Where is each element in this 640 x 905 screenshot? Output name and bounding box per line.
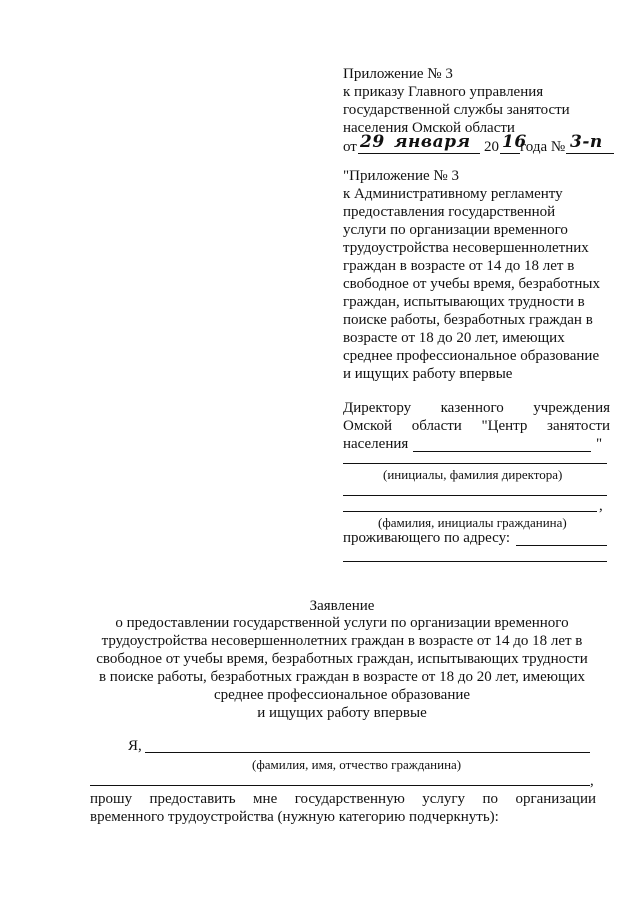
addressee-word: Директору: [343, 400, 412, 416]
date-day-handwritten: 29: [360, 132, 385, 152]
request-line-1: [90, 791, 596, 808]
regulation-line: возрасте от 18 до 20 лет, имеющих: [343, 330, 565, 346]
address-label: проживающего по адресу:: [343, 530, 511, 546]
request-word: предоставить: [149, 791, 236, 807]
citizen-name-field-1[interactable]: [343, 495, 607, 496]
request-word: прошу: [90, 791, 133, 807]
addressee-line-1: [343, 400, 610, 417]
applicant-name-field[interactable]: [145, 752, 590, 753]
year-underline: [500, 153, 520, 154]
year-word: года №: [520, 139, 566, 155]
regulation-line: предоставления государственной: [343, 204, 556, 220]
request-line-2: временного трудоустройства (нужную категорию подчеркнуть):: [90, 809, 499, 825]
regulation-line: граждан, испытывающих трудности в: [343, 294, 585, 310]
year-prefix: 20: [484, 139, 499, 155]
request-word: организации: [515, 791, 596, 807]
regulation-line: среднее профессиональное образование: [343, 348, 600, 364]
addressee-word: "Центр: [481, 418, 528, 434]
order-attachment-line: Приложение № 3: [343, 66, 453, 82]
statement-title: Заявление: [309, 598, 375, 614]
year-suffix-handwritten: 16: [502, 132, 527, 152]
regulation-line: и ищущих работу впервые: [343, 366, 513, 382]
request-word: мне: [253, 791, 278, 807]
director-name-field[interactable]: [343, 463, 607, 464]
addressee-line-3-quote: ": [596, 436, 603, 452]
i-label: Я,: [128, 738, 142, 754]
citizen-caption: (фамилия, инициалы гражданина): [378, 515, 567, 530]
statement-line: свободное от учебы время, безработных граждан, испытывающих трудности: [96, 651, 588, 667]
order-attachment-line: государственной службы занятости: [343, 102, 570, 118]
addressee-word: Омской: [343, 418, 393, 434]
citizen-comma: ,: [599, 498, 603, 514]
applicant-name-field-2[interactable]: [90, 785, 590, 786]
order-attachment-line: населения Омской области: [343, 120, 515, 136]
center-name-field[interactable]: [413, 451, 591, 452]
addressee-word: занятости: [547, 418, 610, 434]
request-word: услугу: [422, 791, 466, 807]
order-number-handwritten: 3-п: [570, 132, 603, 152]
statement-line: о предоставлении государственной услуги по организации временного: [115, 615, 569, 631]
regulation-line: к Административному регламенту: [343, 186, 563, 202]
director-caption: (инициалы, фамилия директора): [383, 467, 563, 482]
addressee-word: области: [411, 418, 462, 434]
citizen-name-field-2[interactable]: [343, 511, 597, 512]
applicant-comma: ,: [590, 773, 594, 789]
addressee-word: учреждения: [533, 400, 610, 416]
date-underline: [358, 153, 480, 154]
address-field-2[interactable]: [343, 561, 607, 562]
addressee-word: казенного: [440, 400, 504, 416]
statement-line: трудоустройства несовершеннолетних граждан в возрасте от 14 до 18 лет в: [101, 633, 583, 649]
statement-line: среднее профессиональное образование: [213, 687, 471, 703]
regulation-line: трудоустройства несовершеннолетних: [343, 240, 589, 256]
regulation-line: свободное от учебы время, безработных: [343, 276, 600, 292]
date-prefix: от: [343, 139, 357, 155]
order-number-underline: [566, 153, 614, 154]
order-attachment-line: к приказу Главного управления: [343, 84, 544, 100]
regulation-line: поиске работы, безработных граждан в: [343, 312, 593, 328]
addressee-line-3-label: населения: [343, 436, 409, 452]
applicant-name-caption: (фамилия, имя, отчество гражданина): [252, 757, 462, 772]
request-word: государственную: [294, 791, 405, 807]
regulation-line: граждан в возрасте от 14 до 18 лет в: [343, 258, 575, 274]
addressee-line-2: [343, 418, 610, 435]
address-field-1[interactable]: [516, 545, 607, 546]
regulation-line: услуги по организации временного: [343, 222, 568, 238]
statement-line: и ищущих работу впервые: [257, 705, 427, 721]
date-month-handwritten: января: [394, 132, 471, 152]
statement-line: в поиске работы, безработных граждан в возрасте от 18 до 20 лет, имеющих: [98, 669, 586, 685]
regulation-line: "Приложение № 3: [343, 168, 459, 184]
request-word: по: [482, 791, 499, 807]
